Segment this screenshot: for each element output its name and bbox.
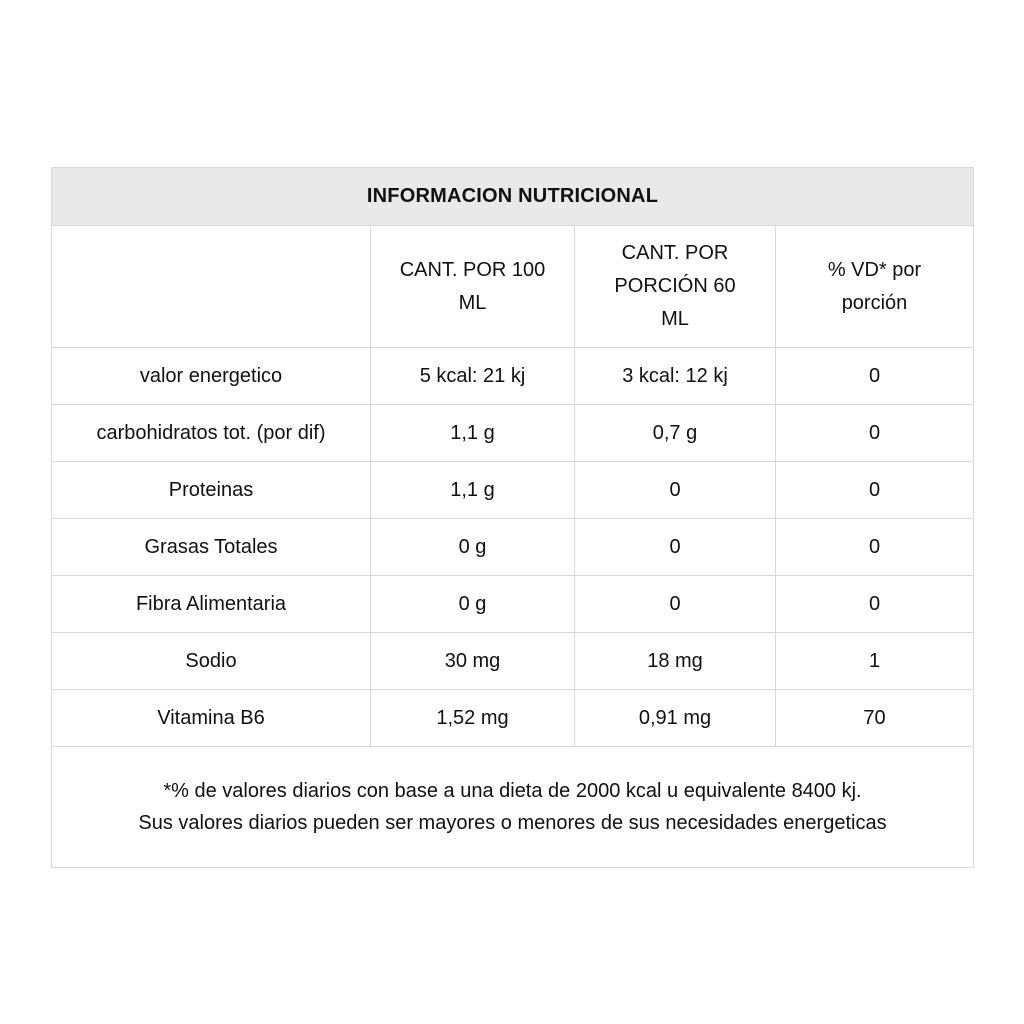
value-pct-vd: 0	[776, 519, 974, 576]
column-header-pct-vd: % VD* por porción	[776, 226, 974, 348]
nutrient-label: carbohidratos tot. (por dif)	[52, 405, 371, 462]
footnote-line-2: Sus valores diarios pueden ser mayores o menores de sus necesidades energeticas	[138, 812, 887, 834]
nutrient-label: Vitamina B6	[52, 690, 371, 747]
value-per-100ml: 5 kcal: 21 kj	[371, 348, 575, 405]
value-pct-vd: 70	[776, 690, 974, 747]
value-per-100ml: 1,1 g	[371, 405, 575, 462]
table-row	[52, 405, 974, 462]
table-row	[52, 690, 974, 747]
nutrient-label: valor energetico	[52, 348, 371, 405]
column-header-per-portion: CANT. POR PORCIÓN 60 ML	[575, 226, 776, 348]
value-pct-vd: 0	[776, 405, 974, 462]
table-title: INFORMACION NUTRICIONAL	[52, 168, 974, 226]
column-header-per-100ml: CANT. POR 100 ML	[371, 226, 575, 348]
table-row	[52, 348, 974, 405]
table-row	[52, 576, 974, 633]
nutrient-label: Fibra Alimentaria	[52, 576, 371, 633]
value-per-100ml: 1,52 mg	[371, 690, 575, 747]
value-per-portion: 0,7 g	[575, 405, 776, 462]
column-header-empty	[52, 226, 371, 348]
footnote-line-1: *% de valores diarios con base a una dieta de 2000 kcal u equivalente 8400 kj.	[163, 780, 862, 802]
value-pct-vd: 0	[776, 576, 974, 633]
value-per-portion: 18 mg	[575, 633, 776, 690]
value-pct-vd: 0	[776, 348, 974, 405]
table-row	[52, 519, 974, 576]
nutrient-label: Grasas Totales	[52, 519, 371, 576]
footnote	[52, 747, 974, 868]
value-per-portion: 0	[575, 576, 776, 633]
value-per-portion: 0	[575, 519, 776, 576]
nutrient-label: Sodio	[52, 633, 371, 690]
title-row	[52, 168, 974, 226]
value-per-portion: 0,91 mg	[575, 690, 776, 747]
value-per-portion: 3 kcal: 12 kj	[575, 348, 776, 405]
nutrient-label: Proteinas	[52, 462, 371, 519]
value-per-100ml: 0 g	[371, 576, 575, 633]
table-row	[52, 462, 974, 519]
column-header-row	[52, 226, 974, 348]
table-row	[52, 633, 974, 690]
footnote-row	[52, 747, 974, 868]
value-per-100ml: 0 g	[371, 519, 575, 576]
value-pct-vd: 1	[776, 633, 974, 690]
nutrition-facts-table	[51, 167, 974, 868]
value-per-100ml: 1,1 g	[371, 462, 575, 519]
value-per-portion: 0	[575, 462, 776, 519]
value-pct-vd: 0	[776, 462, 974, 519]
value-per-100ml: 30 mg	[371, 633, 575, 690]
